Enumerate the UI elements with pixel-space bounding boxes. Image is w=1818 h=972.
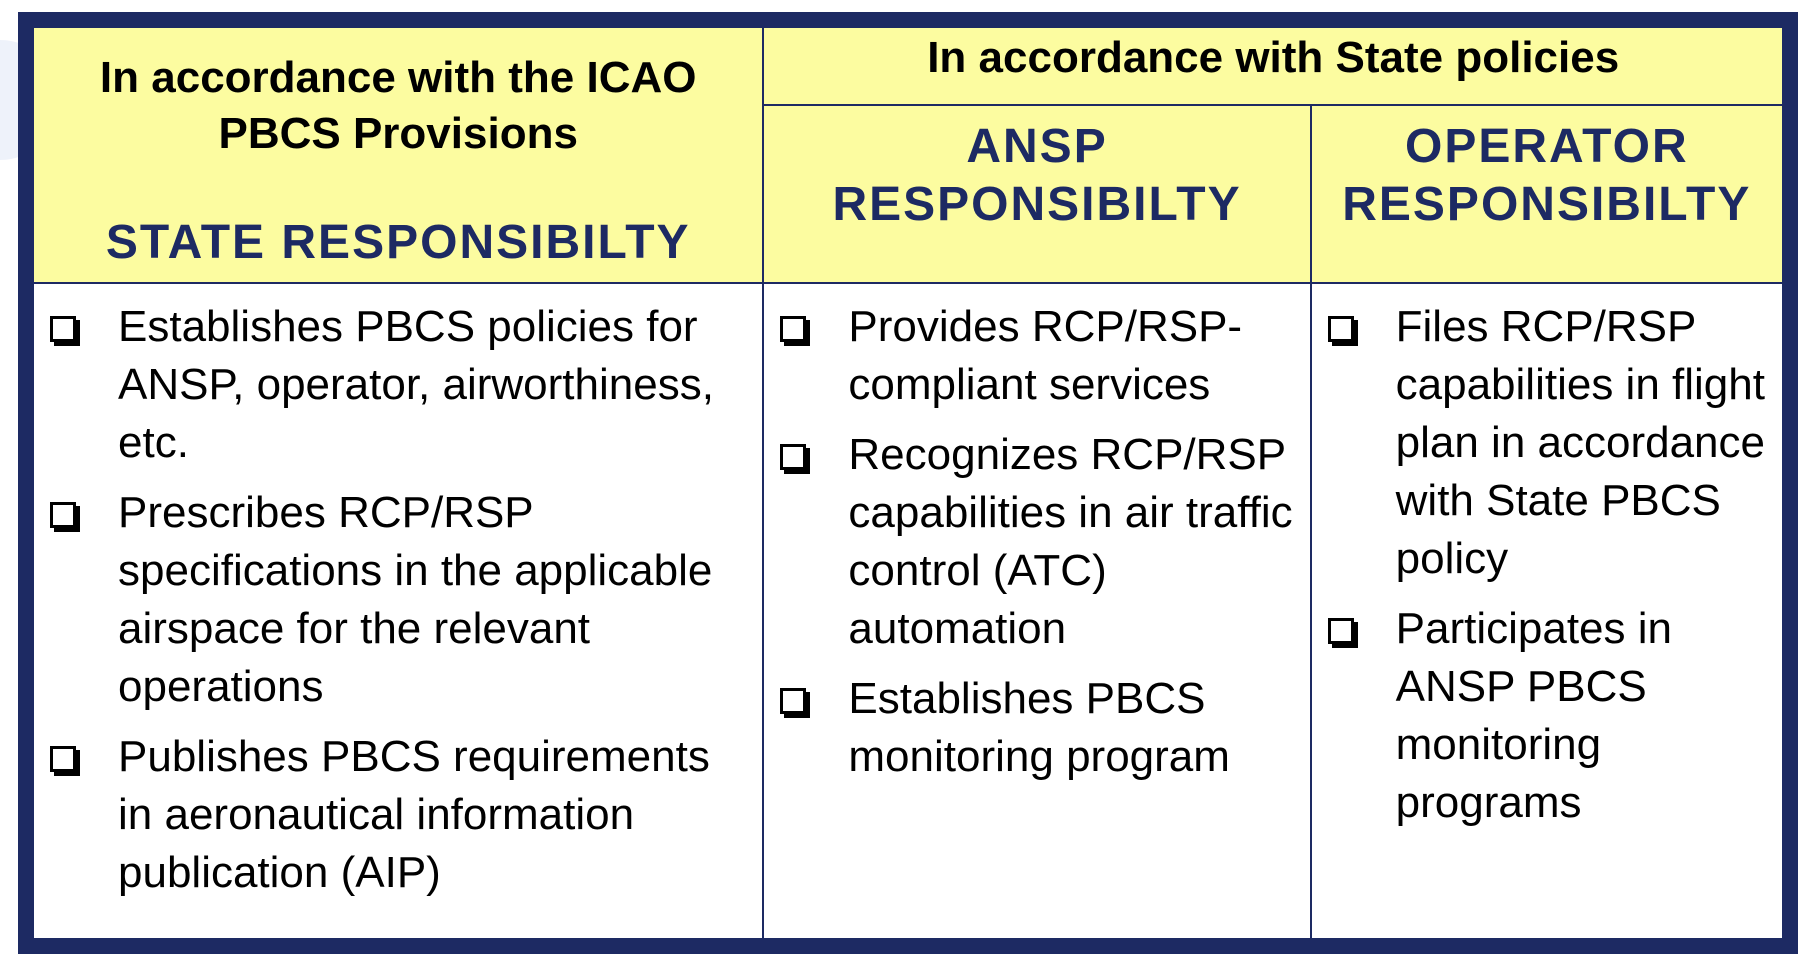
state-responsibility-heading: STATE RESPONSIBILTY [105, 216, 691, 269]
ansp-heading-line2: RESPONSIBILTY [832, 178, 1242, 231]
list-item-text: Establishes PBCS monitoring program [848, 674, 1230, 781]
icao-header-line1: In accordance with the ICAO [99, 53, 697, 102]
list-item [1312, 298, 1782, 588]
list-item [34, 484, 762, 716]
list-item-text: Participates in ANSP PBCS monitoring programs [1395, 604, 1672, 827]
state-header-cell [33, 27, 763, 283]
responsibility-table-frame [18, 12, 1798, 954]
operator-header-cell [1311, 105, 1783, 283]
checkbox-bullet-icon [780, 688, 806, 714]
list-item [764, 426, 1309, 658]
list-item-text: Establishes PBCS policies for ANSP, operator, airworthiness, etc. [118, 302, 714, 467]
checkbox-bullet-icon [1328, 618, 1354, 644]
list-item-text: Publishes PBCS requirements in aeronautical information publication (AIP) [118, 732, 710, 897]
ansp-responsibility-column [763, 283, 1310, 939]
list-item [764, 670, 1309, 786]
checkbox-bullet-icon [50, 502, 76, 528]
ansp-header-cell [763, 105, 1310, 283]
state-policies-heading: In accordance with State policies [927, 33, 1620, 82]
list-item [764, 298, 1309, 414]
checkbox-bullet-icon [50, 316, 76, 342]
list-item [1312, 600, 1782, 832]
responsibility-table [32, 26, 1784, 940]
operator-heading-line2: RESPONSIBILTY [1342, 178, 1752, 231]
checkbox-bullet-icon [1328, 316, 1354, 342]
checkbox-bullet-icon [780, 316, 806, 342]
state-responsibility-column [33, 283, 763, 939]
operator-responsibility-column [1311, 283, 1783, 939]
list-item [34, 728, 762, 902]
checkbox-bullet-icon [50, 746, 76, 772]
checkbox-bullet-icon [780, 444, 806, 470]
list-item-text: Prescribes RCP/RSP specifications in the applicable airspace for the relevant operations [118, 488, 713, 711]
list-item-text: Recognizes RCP/RSP capabilities in air traffic control (ATC) automation [848, 430, 1293, 653]
ansp-heading-line1: ANSP [966, 120, 1108, 173]
icao-header-line2: PBCS Provisions [218, 109, 578, 158]
operator-heading-line1: OPERATOR [1405, 120, 1689, 173]
state-policies-header-cell [763, 27, 1783, 105]
list-item [34, 298, 762, 472]
list-item-text: Files RCP/RSP capabilities in flight plan in accordance with State PBCS policy [1395, 302, 1765, 583]
list-item-text: Provides RCP/RSP-compliant services [848, 302, 1243, 409]
